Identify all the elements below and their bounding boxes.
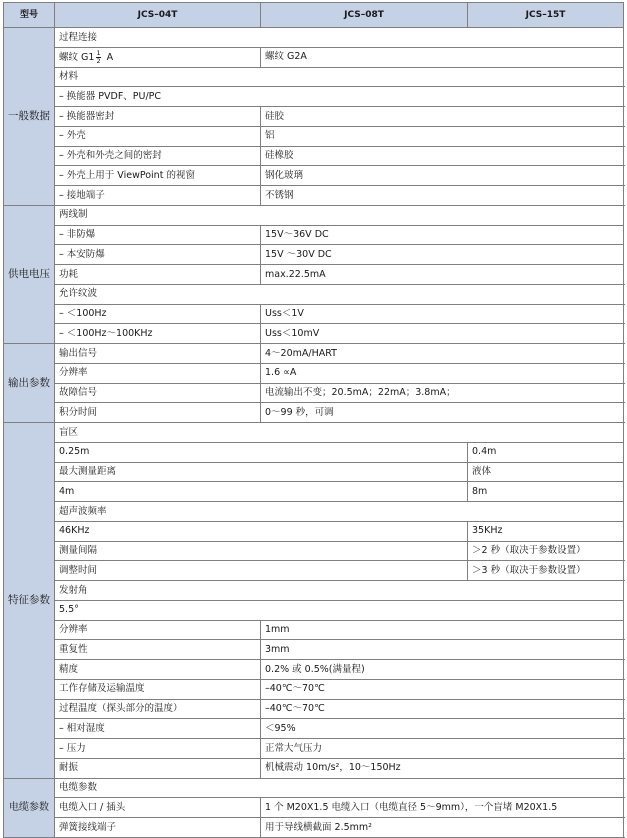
value-conn-08t: 螺纹 G2A	[261, 47, 624, 67]
value-fault-signal: 电流输出不变；20.5mA；22mA；3.8mA；	[261, 383, 624, 403]
value-output-signal: 4～20mA/HART	[261, 344, 624, 364]
general-row-conn-values	[4, 47, 624, 67]
cable-row-terminal	[4, 818, 624, 838]
label-material: 材料	[55, 67, 624, 87]
value-freq-04t: 46KHz	[55, 521, 468, 541]
label-resolution: 分辨率	[55, 620, 261, 640]
value-output-resolution: 1.6 ∝A	[261, 363, 624, 383]
features-row-interval	[4, 541, 624, 561]
value-integration-time: 0～99 秒，可调	[261, 403, 624, 423]
value-resolution: 1mm	[261, 620, 624, 640]
header-jcs-15t: JCS–15T	[468, 3, 624, 28]
value-adjust-time: ＞3 秒（取决于参数设置）	[468, 561, 624, 581]
fraction-numerator: 1	[96, 48, 101, 57]
fraction-half	[96, 50, 100, 65]
label-pressure: – 压力	[55, 739, 261, 759]
header-jcs-04t: JCS–04T	[55, 3, 261, 28]
features-row-freq	[4, 502, 624, 522]
general-row-transducer	[4, 87, 624, 107]
output-row-resolution	[4, 363, 624, 383]
label-non-ex: – 非防爆	[55, 225, 261, 245]
value-range-04t: 4m	[55, 482, 468, 502]
features-row-blind-values	[4, 442, 624, 462]
features-row-freq-values	[4, 521, 624, 541]
label-adjust-time: 调整时间	[55, 561, 468, 581]
value-measure-interval: ＞2 秒（取决于参数设置）	[468, 541, 624, 561]
features-row-max-range	[4, 462, 624, 482]
header-row	[4, 3, 624, 28]
group-general: 一般数据	[4, 28, 55, 206]
features-row-storage-temp	[4, 679, 624, 699]
output-row-signal	[4, 344, 624, 364]
cable-row-title	[4, 778, 624, 798]
value-repeatability: 3mm	[261, 640, 624, 660]
label-cable-entry: 电缆入口 / 插头	[55, 798, 261, 818]
label-viewport: – 外壳上用于 ViewPoint 的视窗	[55, 166, 261, 186]
value-transducer-seal: 硅胶	[261, 107, 624, 127]
group-cable: 电缆参数	[4, 778, 55, 837]
output-row-fault	[4, 383, 624, 403]
power-row-non-ex	[4, 225, 624, 245]
features-row-res	[4, 620, 624, 640]
label-ground-terminal: – 接地端子	[55, 186, 261, 206]
features-row-vibration	[4, 758, 624, 778]
value-blind-04t: 0.25m	[55, 442, 468, 462]
power-row-consumption	[4, 265, 624, 285]
label-housing: – 外壳	[55, 126, 261, 146]
label-output-resolution: 分辨率	[55, 363, 261, 383]
conn-04t-prefix: 螺纹 G1	[59, 51, 95, 63]
general-row-viewport	[4, 166, 624, 186]
features-row-process-temp	[4, 699, 624, 719]
power-row-ripple-lt100	[4, 304, 624, 324]
label-consumption: 功耗	[55, 265, 261, 285]
label-cable-params: 电缆参数	[55, 778, 624, 798]
general-row-housing-seal	[4, 146, 624, 166]
value-ground-terminal: 不锈钢	[261, 186, 624, 206]
value-process-temp: –40℃～70℃	[261, 699, 624, 719]
value-ex: 15V ～30V DC	[261, 245, 624, 265]
label-accuracy: 精度	[55, 660, 261, 680]
features-row-humidity	[4, 719, 624, 739]
value-housing: 铝	[261, 126, 624, 146]
value-ripple-range: Uss＜10mV	[261, 324, 624, 344]
label-transducer-seal: – 换能器密封	[55, 107, 261, 127]
label-integration-time: 积分时间	[55, 403, 261, 423]
features-row-range-values	[4, 482, 624, 502]
cable-row-entry	[4, 798, 624, 818]
label-ripple-range: – ＜100Hz～100KHz	[55, 324, 261, 344]
value-blind-08t: 0.4m	[468, 442, 624, 462]
power-row-ex	[4, 245, 624, 265]
general-row-transducer-seal	[4, 107, 624, 127]
label-output-signal: 输出信号	[55, 344, 261, 364]
value-range-08t: 8m	[468, 482, 624, 502]
group-output: 输出参数	[4, 344, 55, 423]
label-process-temp: 过程温度（探头部分的温度）	[55, 699, 261, 719]
value-freq-08t: 35KHz	[468, 521, 624, 541]
value-ripple-lt100: Uss＜1V	[261, 304, 624, 324]
value-beam-04t-08t: 5.5°	[55, 600, 624, 620]
label-process-connection: 过程连接	[55, 28, 624, 48]
header-jcs-08t: JCS–08T	[261, 3, 468, 28]
general-row-conn-title	[4, 28, 624, 48]
label-housing-seal: – 外壳和外壳之间的密封	[55, 146, 261, 166]
label-max-range: 最大测量距离	[55, 462, 468, 482]
conn-04t-suffix: A	[106, 51, 114, 63]
label-storage-temp: 工作存储及运输温度	[55, 679, 261, 699]
value-spring-terminal: 用于导线横截面 2.5mm²	[261, 818, 624, 838]
value-accuracy: 0.2% 或 0.5%(满量程)	[261, 660, 624, 680]
value-non-ex: 15V～36V DC	[261, 225, 624, 245]
label-ripple-lt100: – ＜100Hz	[55, 304, 261, 324]
label-blind-zone: 盲区	[55, 423, 624, 443]
features-row-beam	[4, 581, 624, 601]
label-vibration: 耐振	[55, 758, 261, 778]
spec-table	[3, 2, 624, 838]
label-ripple: 允许纹波	[55, 284, 624, 304]
features-row-blind	[4, 423, 624, 443]
label-repeatability: 重复性	[55, 640, 261, 660]
label-transducer: – 换能器 PVDF、PU/PC	[55, 87, 624, 107]
general-row-housing	[4, 126, 624, 146]
power-row-two-wire	[4, 205, 624, 225]
label-beam-angle: 发射角	[55, 581, 624, 601]
general-row-material	[4, 67, 624, 87]
value-humidity: ＜95%	[261, 719, 624, 739]
value-viewport: 钢化玻璃	[261, 166, 624, 186]
label-two-wire: 两线制	[55, 205, 624, 225]
label-fault-signal: 故障信号	[55, 383, 261, 403]
value-pressure: 正常大气压力	[261, 739, 624, 759]
value-cable-entry: 1 个 M20X1.5 电缆入口（电缆直径 5～9mm），一个盲堵 M20X1.5	[261, 798, 624, 818]
value-conn-04t	[55, 47, 261, 67]
power-row-ripple	[4, 284, 624, 304]
spec-sheet	[3, 2, 623, 838]
value-consumption: max.22.5mA	[261, 265, 624, 285]
value-housing-seal: 硅橡胶	[261, 146, 624, 166]
value-max-range-medium: 液体	[468, 462, 624, 482]
label-ex: – 本安防爆	[55, 245, 261, 265]
fraction-denominator: 2	[96, 56, 101, 65]
value-storage-temp: –40℃～70℃	[261, 679, 624, 699]
power-row-ripple-range	[4, 324, 624, 344]
features-row-beam-values	[4, 600, 624, 620]
features-row-accuracy	[4, 660, 624, 680]
header-model: 型号	[4, 3, 55, 28]
features-row-pressure	[4, 739, 624, 759]
features-row-adjust	[4, 561, 624, 581]
output-row-integration	[4, 403, 624, 423]
label-ultrasonic-frequency: 超声波频率	[55, 502, 624, 522]
value-vibration: 机械震动 10m/s²，10～150Hz	[261, 758, 624, 778]
label-measure-interval: 测量间隔	[55, 541, 468, 561]
features-row-repeat	[4, 640, 624, 660]
group-features: 特征参数	[4, 423, 55, 779]
label-humidity: – 相对湿度	[55, 719, 261, 739]
general-row-ground	[4, 186, 624, 206]
group-power: 供电电压	[4, 205, 55, 343]
label-spring-terminal: 弹簧接线端子	[55, 818, 261, 838]
